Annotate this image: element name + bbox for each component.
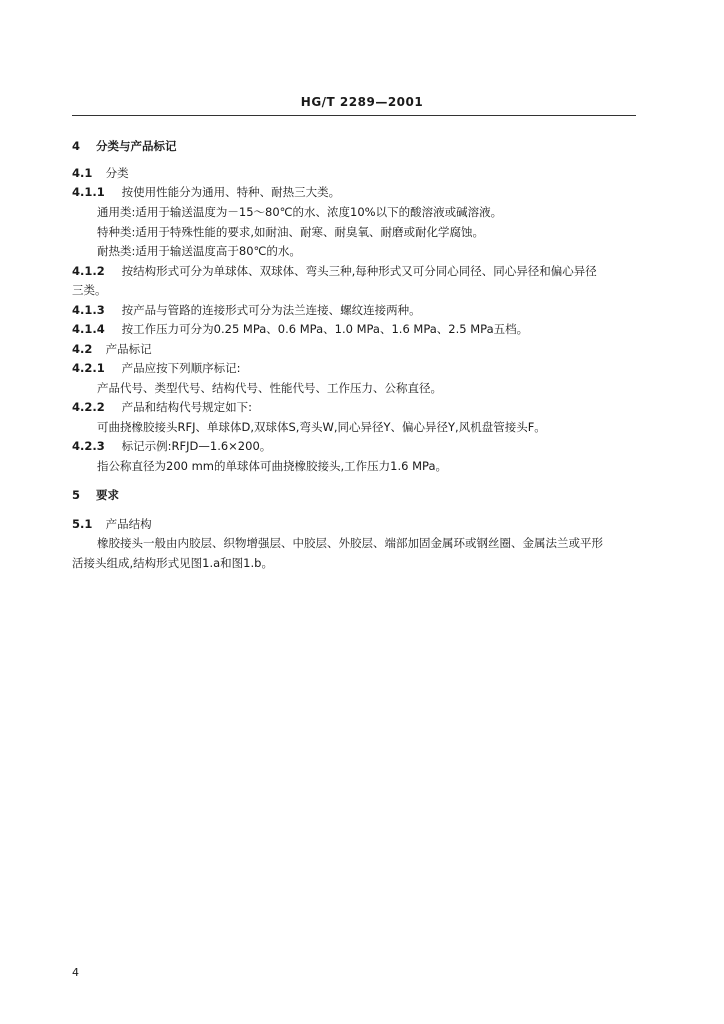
- clause-text: 标记示例:RFJD—1.6×200。: [121, 439, 272, 453]
- marking-order-text: 产品代号、类型代号、结构代号、性能代号、工作压力、公称直径。: [97, 381, 442, 395]
- header-rule: [72, 115, 636, 116]
- clause-text: 产品和结构代号规定如下:: [121, 400, 253, 414]
- marking-example-text: 指公称直径为200 mm的单球体可曲挠橡胶接头,工作压力1.6 MPa。: [97, 459, 447, 473]
- clause-text: 按使用性能分为通用、特种、耐热三大类。: [121, 185, 341, 199]
- page-number: 4: [72, 966, 79, 979]
- heat-type-text: 耐热类:适用于输送温度高于80℃的水。: [97, 244, 301, 258]
- section-5-heading: [72, 488, 119, 502]
- section-title: 分类: [105, 166, 129, 180]
- clause-text: 按结构形式可分为单球体、双球体、弯头三种,每种形式又可分同心同径、同心异径和偏心异径: [121, 264, 597, 278]
- clause-text: 按工作压力可分为0.25 MPa、0.6 MPa、1.0 MPa、1.6 MPa、2.5 MPa五档。: [121, 322, 529, 336]
- clause-number: 4.1.2: [72, 264, 105, 278]
- clause-4-1-2-continued: 三类。: [72, 283, 107, 297]
- special-type-text: 特种类:适用于特殊性能的要求,如耐油、耐寒、耐臭氧、耐磨或耐化学腐蚀。: [97, 225, 485, 239]
- clause-4-1-4: [72, 322, 528, 336]
- section-title: 产品结构: [105, 517, 152, 531]
- section-4-2-heading: [72, 342, 152, 356]
- structure-text-line-1: 橡胶接头一般由内胶层、织物增强层、中胶层、外胶层、端部加固金属环或钢丝圈、金属法兰或平形: [97, 536, 603, 550]
- section-number: 4.1: [72, 166, 93, 180]
- clause-text: 按产品与管路的连接形式可分为法兰连接、螺纹连接两种。: [121, 303, 421, 317]
- clause-number: 4.1.4: [72, 322, 105, 336]
- section-number: 4: [72, 139, 81, 153]
- section-4-1-heading: [72, 166, 129, 180]
- clause-4-1-2: [72, 264, 597, 278]
- clause-text: 产品应按下列顺序标记:: [121, 361, 241, 375]
- structure-text-line-2: 活接头组成,结构形式见图1.a和图1.b。: [72, 556, 273, 570]
- clause-number: 4.1.1: [72, 185, 105, 199]
- section-number: 4.2: [72, 342, 93, 356]
- clause-4-2-1: [72, 361, 241, 375]
- section-title: 要求: [96, 488, 120, 502]
- general-type-text: 通用类:适用于输送温度为－15～80℃的水、浓度10%以下的酸溶液或碱溶液。: [97, 205, 503, 219]
- clause-number: 4.2.3: [72, 439, 105, 453]
- clause-4-2-2: [72, 400, 252, 414]
- section-number: 5.1: [72, 517, 93, 531]
- section-title: 分类与产品标记: [96, 139, 177, 153]
- section-5-1-heading: [72, 517, 152, 531]
- section-number: 5: [72, 488, 81, 502]
- standard-header: HG/T 2289—2001: [300, 95, 424, 109]
- clause-number: 4.1.3: [72, 303, 105, 317]
- section-4-heading: [72, 139, 177, 153]
- clause-number: 4.2.1: [72, 361, 105, 375]
- clause-number: 4.2.2: [72, 400, 105, 414]
- clause-4-1-3: [72, 303, 421, 317]
- product-codes-text: 可曲挠橡胶接头RFJ、单球体D,双球体S,弯头W,同心异径Y、偏心异径Y,风机盘管接头F。: [97, 420, 546, 434]
- clause-4-2-3: [72, 439, 271, 453]
- section-title: 产品标记: [105, 342, 152, 356]
- clause-4-1-1: [72, 185, 340, 199]
